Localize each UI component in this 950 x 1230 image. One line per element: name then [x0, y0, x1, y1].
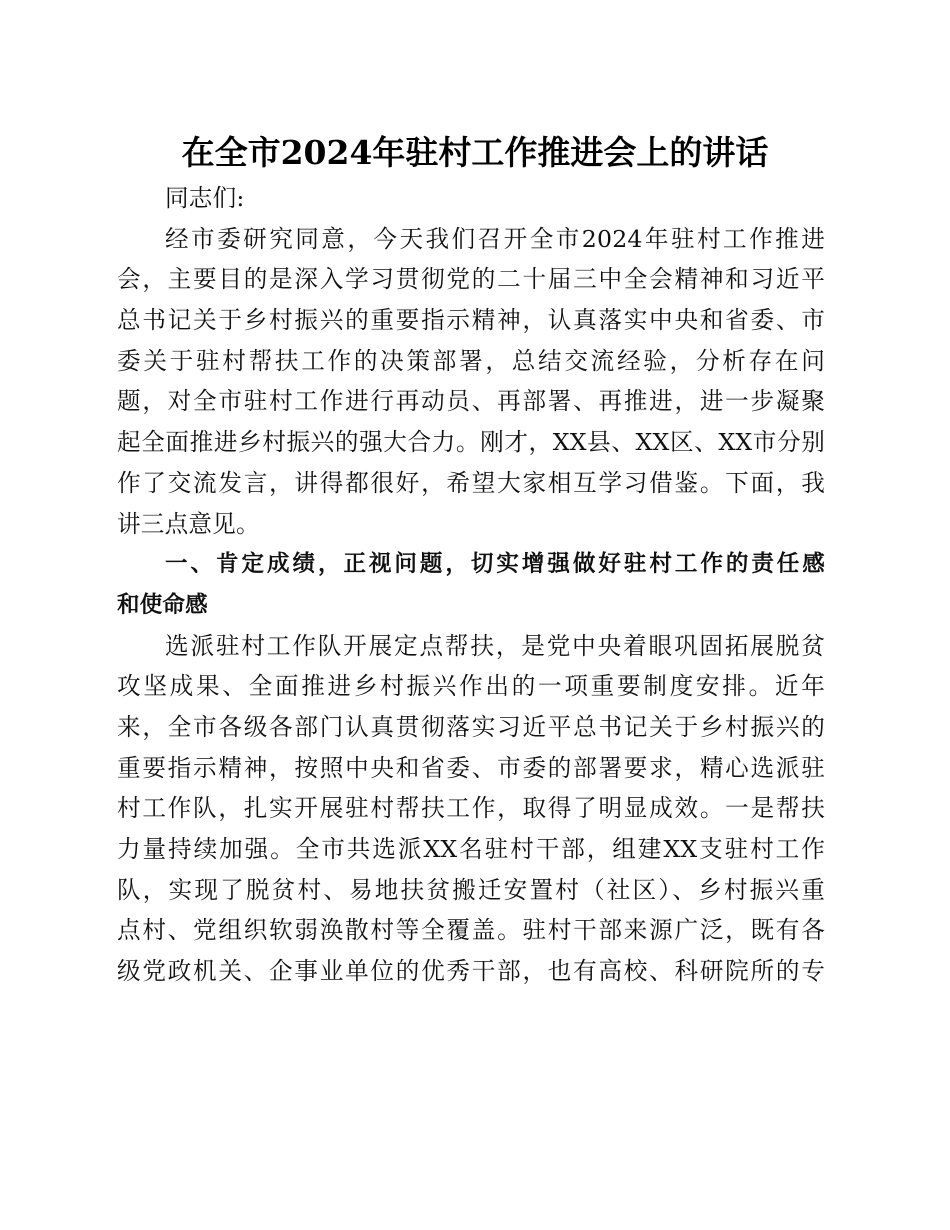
- paragraph-line: 经市委研究同意，今天我们召开全市2024年驻村工作推进: [165, 224, 825, 253]
- paragraph-line: 起全面推进乡村振兴的强大合力。刚才，XX县、XX区、XX市分别: [117, 428, 825, 457]
- paragraph-line: 总书记关于乡村振兴的重要指示精神，认真落实中央和省委、市: [117, 306, 825, 335]
- paragraph-line: 级党政机关、企事业单位的优秀干部，也有高校、科研院所的专: [117, 957, 825, 986]
- paragraph-line: 题，对全市驻村工作进行再动员、再部署、再推进，进一步凝聚: [117, 387, 825, 416]
- paragraph-line: 委关于驻村帮扶工作的决策部署，总结交流经验，分析存在问: [117, 346, 825, 375]
- paragraph-line: 村工作队，扎实开展驻村帮扶工作，取得了明显成效。一是帮扶: [117, 794, 825, 823]
- section-heading: 一、肯定成绩，正视问题，切实增强做好驻村工作的责任感: [165, 551, 825, 578]
- paragraph-line: 讲三点意见。: [117, 509, 260, 538]
- section-heading: 和使命感: [117, 591, 208, 618]
- paragraph-line: 队，实现了脱贫村、易地扶贫搬迁安置村（社区）、乡村振兴重: [117, 875, 825, 904]
- paragraph-line: 攻坚成果、全面推进乡村振兴作出的一项重要制度安排。近年: [117, 672, 825, 701]
- paragraph-line: 会，主要目的是深入学习贯彻党的二十届三中全会精神和习近平: [117, 265, 825, 294]
- paragraph-line: 重要指示精神，按照中央和省委、市委的部署要求，精心选派驻: [117, 753, 825, 782]
- paragraph-line: 作了交流发言，讲得都很好，希望大家相互学习借鉴。下面，我: [117, 468, 825, 497]
- page-title: 在全市2024年驻村工作推进会上的讲话: [181, 133, 769, 172]
- document-body: [117, 178, 825, 992]
- salutation: 同志们:: [165, 184, 245, 212]
- paragraph-line: 点村、党组织软弱涣散村等全覆盖。驻村干部来源广泛，既有各: [117, 916, 825, 945]
- paragraph-line: 力量持续加强。全市共选派XX名驻村干部，组建XX支驻村工作: [117, 835, 825, 863]
- paragraph-line: 选派驻村工作队开展定点帮扶，是党中央着眼巩固拓展脱贫: [165, 631, 825, 660]
- paragraph-line: 来，全市各级各部门认真贯彻落实习近平总书记关于乡村振兴的: [117, 712, 825, 741]
